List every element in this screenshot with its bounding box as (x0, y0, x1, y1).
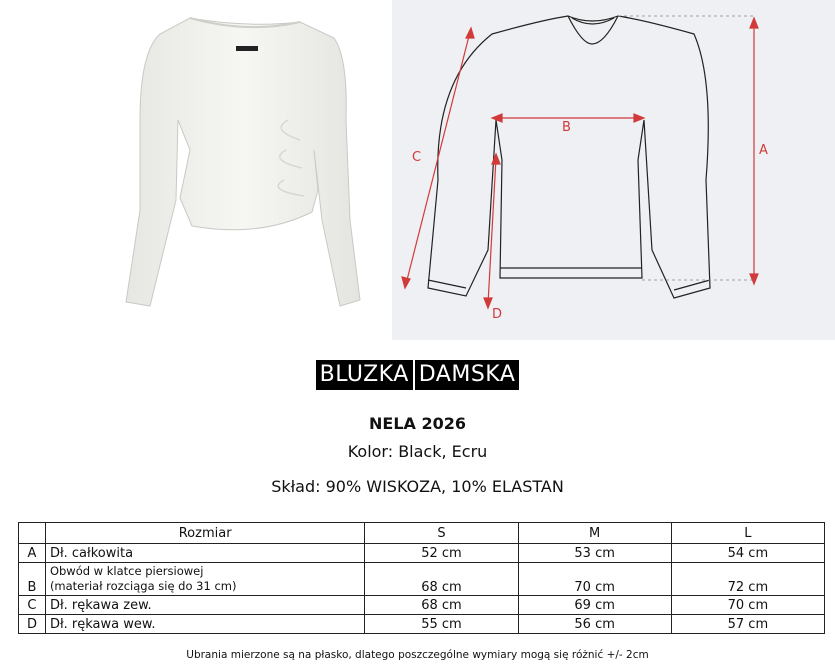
product-title (0, 360, 835, 390)
measure-label-c: C (412, 150, 422, 165)
garment-photo-illustration (0, 0, 392, 340)
row-value-m: 69 cm (518, 596, 671, 615)
table-header-row (19, 523, 825, 544)
header-cell-l: L (671, 523, 824, 544)
row-label: Dł. rękawa zew. (45, 596, 364, 615)
size-table (18, 522, 825, 634)
footnote: Ubrania mierzone są na płasko, dlatego poszczególne wymiary mogą się różnić +/- 2cm (186, 649, 649, 661)
header-cell-m: M (518, 523, 671, 544)
row-value-l: 72 cm (671, 563, 824, 596)
product-photo (0, 0, 392, 340)
row-value-s: 52 cm (365, 544, 518, 563)
row-value-s: 68 cm (365, 596, 518, 615)
title-word-1: BLUZKA (316, 360, 413, 390)
header-cell-size: Rozmiar (45, 523, 364, 544)
row-value-m: 70 cm (518, 563, 671, 596)
row-label-sub: (materiał rozciąga się do 31 cm) (49, 579, 237, 593)
row-value-m: 53 cm (518, 544, 671, 563)
row-label (45, 563, 364, 596)
measure-label-a: A (759, 143, 768, 158)
table-row (19, 563, 825, 596)
model-name: NELA 2026 (369, 414, 466, 433)
row-code: B (19, 563, 46, 596)
row-value-l: 57 cm (671, 615, 824, 634)
header-cell-s: S (365, 523, 518, 544)
table-row (19, 615, 825, 634)
row-value-s: 68 cm (365, 563, 518, 596)
header-cell-code (19, 523, 46, 544)
row-code: C (19, 596, 46, 615)
row-value-l: 70 cm (671, 596, 824, 615)
row-value-l: 54 cm (671, 544, 824, 563)
row-code: D (19, 615, 46, 634)
row-label: Dł. całkowita (45, 544, 364, 563)
measure-label-b: B (562, 120, 571, 135)
table-row (19, 544, 825, 563)
color-info: Kolor: Black, Ecru (347, 442, 488, 461)
composition-info: Skład: 90% WISKOZA, 10% ELASTAN (271, 477, 564, 496)
title-word-2: DAMSKA (415, 360, 520, 390)
shirt-outline-diagram (392, 0, 835, 340)
measurement-diagram (392, 0, 835, 340)
row-label-main: Obwód w klatce piersiowej (49, 564, 204, 578)
row-label: Dł. rękawa wew. (45, 615, 364, 634)
table-row (19, 596, 825, 615)
measure-label-d: D (492, 307, 503, 322)
row-code: A (19, 544, 46, 563)
row-value-s: 55 cm (365, 615, 518, 634)
row-value-m: 56 cm (518, 615, 671, 634)
